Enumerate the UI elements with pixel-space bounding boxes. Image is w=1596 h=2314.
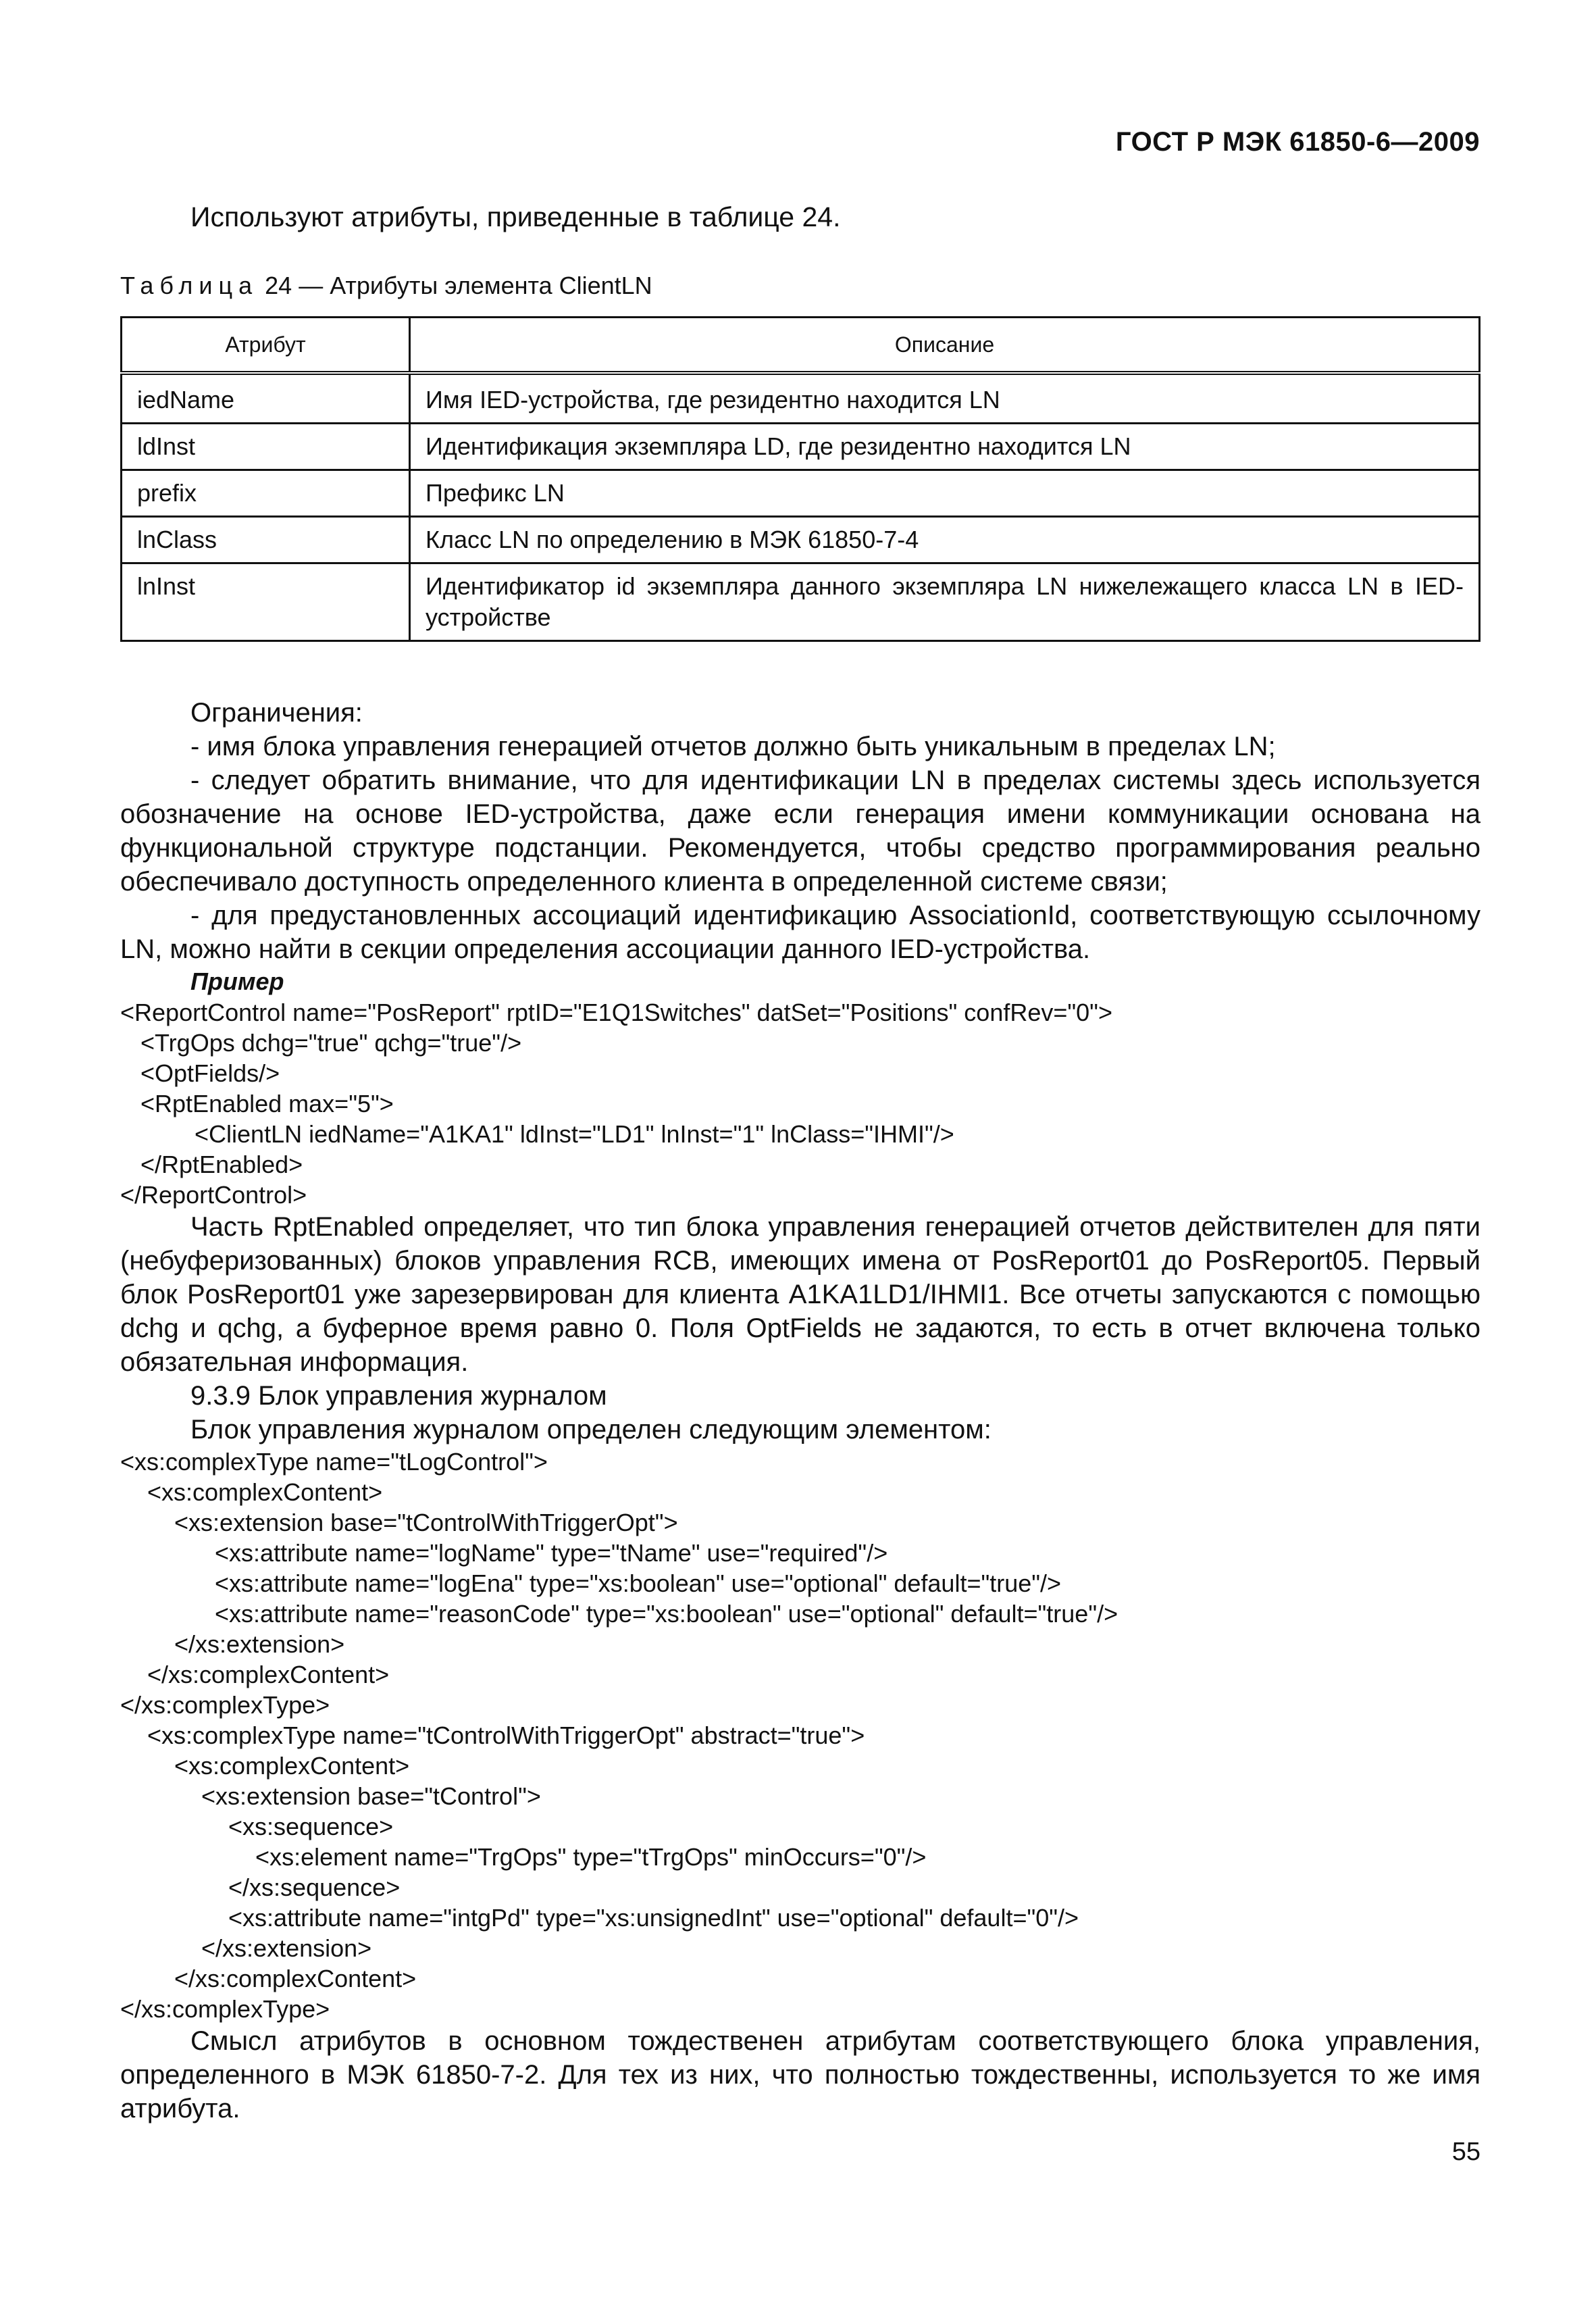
code-line: <RptEnabled max="5"> bbox=[120, 1090, 394, 1117]
table-row bbox=[122, 517, 1480, 563]
code-line: <xs:complexContent> bbox=[120, 1752, 410, 1780]
code-line: <TrgOps dchg="true" qchg="true"/> bbox=[120, 1029, 522, 1057]
example-label: Пример bbox=[190, 967, 284, 995]
code-line: </xs:complexContent> bbox=[120, 1661, 390, 1688]
table-row bbox=[122, 563, 1480, 641]
table-caption bbox=[120, 272, 652, 300]
table-cell-attribute: ldInst bbox=[122, 424, 410, 470]
standard-header: ГОСТ Р МЭК 61850-6—2009 bbox=[1115, 127, 1480, 157]
attributes-table bbox=[120, 316, 1481, 642]
code-line: <xs:complexContent> bbox=[120, 1478, 383, 1506]
code-line: </xs:complexType> bbox=[120, 1691, 330, 1719]
code-block-log-control bbox=[120, 1447, 1481, 2024]
section-intro: Блок управления журналом определен следующим элементом: bbox=[190, 1415, 992, 1444]
code-line: </xs:extension> bbox=[120, 1630, 345, 1658]
column-header-attribute: Атрибут bbox=[122, 318, 410, 374]
table-caption-label: Таблица bbox=[120, 272, 259, 299]
main-body bbox=[120, 696, 1481, 2169]
table-cell-description: Идентификация экземпляра LD, где резидентно находится LN bbox=[410, 424, 1480, 470]
table-row bbox=[122, 470, 1480, 517]
restriction-item-1: - имя блока управления генерацией отчетов должно быть уникальным в пределах LN; bbox=[190, 732, 1276, 761]
final-paragraph: Смысл атрибутов в основном тождественен атрибутам соответствующего блока управления, определенного в МЭК 61850-7-2. Для тех из них, что полностью тождественны, используется то же имя атрибута. bbox=[120, 2026, 1481, 2123]
table-cell-description: Имя IED-устройства, где резидентно находится LN bbox=[410, 373, 1480, 424]
code-line: <OptFields/> bbox=[120, 1059, 280, 1087]
intro-paragraph: Используют атрибуты, приведенные в таблице 24. bbox=[190, 201, 841, 232]
column-header-description: Описание bbox=[410, 318, 1480, 374]
code-line: <xs:element name="TrgOps" type="tTrgOps" minOccurs="0"/> bbox=[120, 1843, 927, 1871]
code-line: </xs:extension> bbox=[120, 1934, 372, 1962]
table-header-row bbox=[122, 318, 1480, 374]
table-cell-attribute: lnInst bbox=[122, 563, 410, 641]
code-line: <ReportControl name="PosReport" rptID="E1Q1Switches" datSet="Positions" confRev="0"> bbox=[120, 999, 1112, 1026]
table-caption-title: 24 — Атрибуты элемента ClientLN bbox=[258, 272, 652, 299]
table-cell-description: Класс LN по определению в МЭК 61850-7-4 bbox=[410, 517, 1480, 563]
code-line: </xs:sequence> bbox=[120, 1873, 401, 1901]
code-line: <xs:sequence> bbox=[120, 1813, 394, 1840]
code-line: <xs:complexType name="tLogControl"> bbox=[120, 1448, 548, 1476]
table-cell-attribute: prefix bbox=[122, 470, 410, 517]
table-cell-attribute: lnClass bbox=[122, 517, 410, 563]
code-line: <xs:attribute name="intgPd" type="xs:unsignedInt" use="optional" default="0"/> bbox=[120, 1904, 1079, 1932]
table-row bbox=[122, 424, 1480, 470]
code-line: <xs:attribute name="reasonCode" type="xs:boolean" use="optional" default="true"/> bbox=[120, 1600, 1118, 1628]
code-line: <xs:extension base="tControlWithTriggerOpt"> bbox=[120, 1509, 678, 1536]
code-line: <ClientLN iedName="A1KA1" ldInst="LD1" lnInst="1" lnClass="IHMI"/> bbox=[120, 1120, 954, 1148]
code-line: </xs:complexType> bbox=[120, 1995, 330, 2023]
code-line: <xs:complexType name="tControlWithTriggerOpt" abstract="true"> bbox=[120, 1721, 865, 1749]
code-line: <xs:attribute name="logName" type="tName" use="required"/> bbox=[120, 1539, 888, 1567]
table-cell-description: Префикс LN bbox=[410, 470, 1480, 517]
code-block-report-control bbox=[120, 997, 1481, 1210]
restriction-item-2: - следует обратить внимание, что для идентификации LN в пределах системы здесь используется обозначение на основе IED-устройства, даже если генерация имени коммуникации основана на функциональной структуре подстанции. Рекомендуется, чтобы средство программирования реально обеспечивало доступность определенного клиента в определенной системе связи; bbox=[120, 765, 1481, 897]
restrictions-title: Ограничения: bbox=[190, 698, 363, 728]
code-line: <xs:extension base="tControl"> bbox=[120, 1782, 541, 1810]
section-heading: 9.3.9 Блок управления журналом bbox=[190, 1381, 607, 1411]
table-cell-attribute: iedName bbox=[122, 373, 410, 424]
code-line: <xs:attribute name="logEna" type="xs:boolean" use="optional" default="true"/> bbox=[120, 1569, 1062, 1597]
table-row bbox=[122, 373, 1480, 424]
page-number: 55 bbox=[1451, 2138, 1481, 2166]
rpt-enabled-paragraph: Часть RptEnabled определяет, что тип блока управления генерацией отчетов действителен для пяти (небуферизованных) блоков управления RCB, имеющих имена от PosReport01 до PosReport05. Первый блок PosReport01 уже зарезервирован для клиента A1KA1LD1/IHMI1. Все отчеты запускаются с помощью dchg и qchg, а буферное время равно 0. Поля OptFields не задаются, то есть в отчет включена только обязательная информация. bbox=[120, 1212, 1481, 1377]
restriction-item-3: - для предустановленных ассоциаций идентификацию AssociationId, соответствующую ссылочному LN, можно найти в секции определения ассоциации данного IED-устройства. bbox=[120, 901, 1481, 964]
table-cell-description: Идентификатор id экземпляра данного экземпляра LN нижележащего класса LN в IED-устройстве bbox=[410, 563, 1480, 641]
code-line: </xs:complexContent> bbox=[120, 1965, 417, 1992]
code-line: </ReportControl> bbox=[120, 1181, 307, 1209]
code-line: </RptEnabled> bbox=[120, 1151, 303, 1178]
